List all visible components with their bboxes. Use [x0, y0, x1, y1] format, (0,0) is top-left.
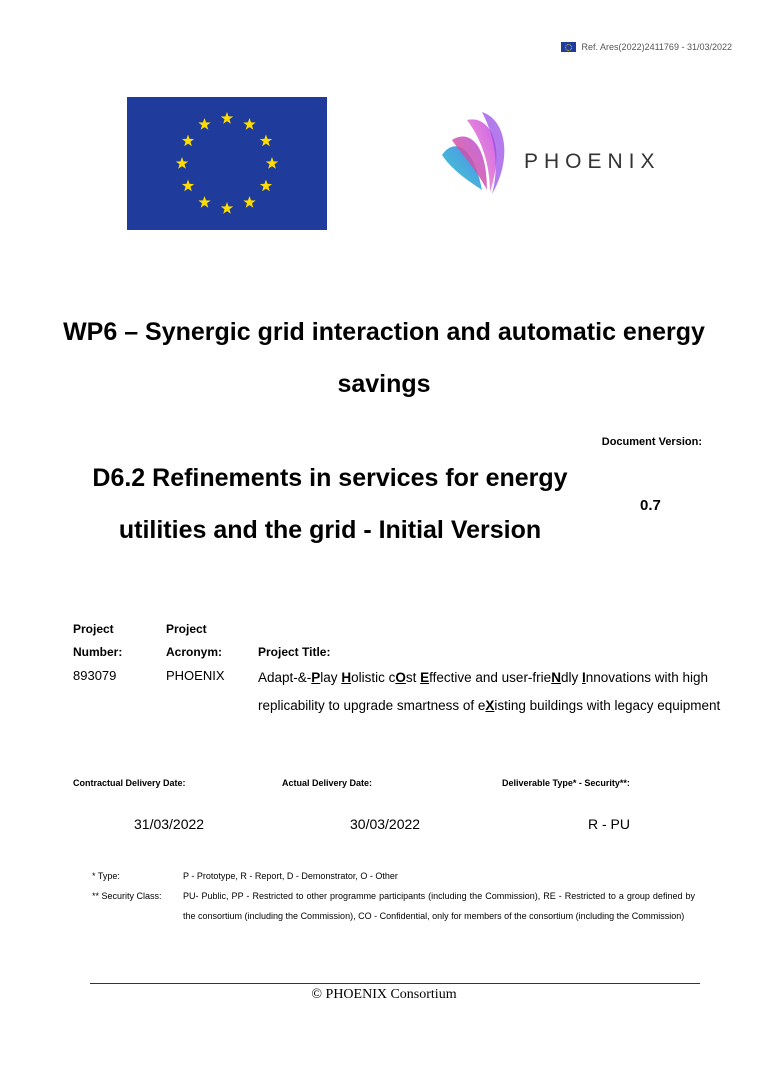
- deliverable-type-label: Deliverable Type* - Security**:: [502, 778, 630, 788]
- project-acronym: PHOENIX: [166, 668, 225, 683]
- deliverable-title: D6.2 Refinements in services for energy utilities and the grid - Initial Version: [92, 464, 568, 544]
- type-text: P - Prototype, R - Report, D - Demonstrator, O - Other: [183, 871, 398, 881]
- project-number-label-1: Project: [73, 622, 114, 636]
- eu-flag-small-icon: [561, 42, 576, 52]
- actual-date-label: Actual Delivery Date:: [282, 778, 373, 788]
- phoenix-wordmark: PHOENIX: [524, 150, 661, 173]
- eu-flag-icon: [127, 97, 327, 230]
- security-key: ** Security Class:: [92, 891, 162, 901]
- project-acronym-label-1: Project: [166, 622, 207, 636]
- deliverable-type: R - PU: [588, 816, 630, 832]
- project-number: 893079: [73, 668, 117, 683]
- project-acronym-label-2: Acronym:: [166, 645, 223, 659]
- wp-title: WP6 – Synergic grid interaction and automatic energy savings: [63, 318, 705, 398]
- actual-date: 30/03/2022: [350, 816, 421, 832]
- phoenix-logo: [432, 110, 682, 200]
- project-title: Adapt-&-Play Holistic cOst Effective and user-frieNdly Innovations with high replicability to upgrade smartness of eXisting buildings with legacy equipment: [258, 670, 721, 713]
- footer-divider: [90, 983, 700, 984]
- document-version-value: 0.7: [640, 497, 661, 514]
- type-key: * Type:: [92, 871, 120, 881]
- project-title-label: Project Title:: [258, 645, 331, 659]
- document-version-label: Document Version:: [601, 436, 702, 448]
- security-text: PU- Public, PP - Restricted to other programme participants (including the Commission), RE - Restricted to a group defined by the consortium (including the Commission), CO - Confidential, only for members of the consortium (including the Commission): [183, 891, 695, 921]
- project-number-label-2: Number:: [73, 645, 123, 659]
- footer-copyright: © PHOENIX Consortium: [311, 987, 457, 1002]
- reference-stamp: [561, 42, 732, 52]
- contractual-date: 31/03/2022: [134, 816, 205, 832]
- reference-text: Ref. Ares(2022)2411769 - 31/03/2022: [581, 42, 732, 52]
- contractual-date-label: Contractual Delivery Date:: [73, 778, 186, 788]
